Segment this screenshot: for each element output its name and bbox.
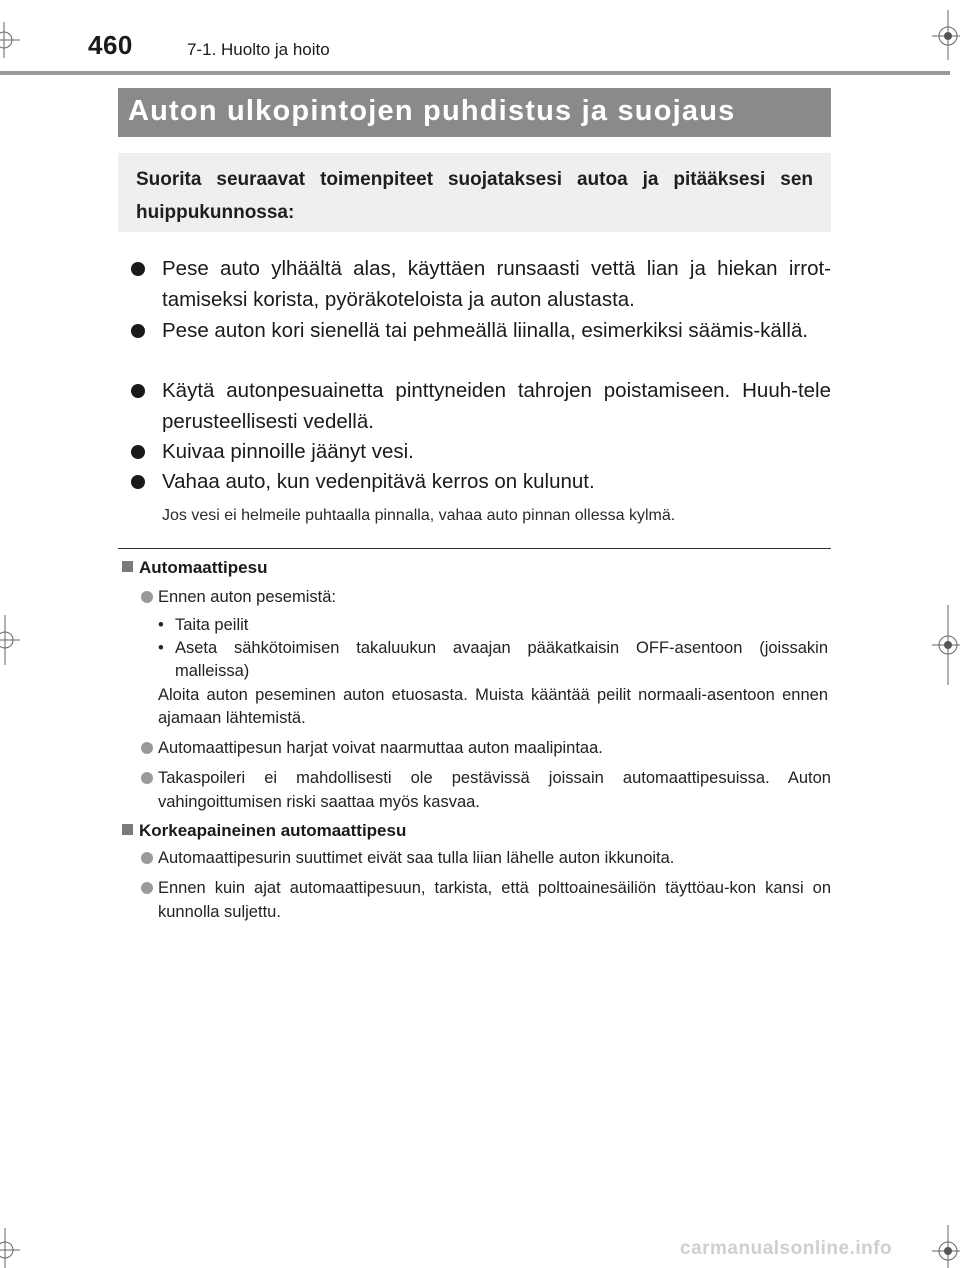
list-item: Takaspoileri ei mahdollisesti ole pestävissä joissain automaattipesuissa. Auton vahingoittumisen riski saattaa myös kasvaa. — [141, 766, 831, 814]
bullet-icon — [131, 445, 145, 459]
bullet-icon — [131, 384, 145, 398]
list-item-text: Aloita auton peseminen auton etuosasta. Muista kääntää peilit normaali-asentoon ennen ajamaan lähtemistä. — [158, 686, 828, 727]
intro-text: Suorita seuraavat toimenpiteet suojataksesi autoa ja pitääksesi sen huippukunnossa: — [136, 169, 813, 223]
crop-mark-icon — [932, 10, 960, 60]
crop-mark-icon — [0, 1228, 20, 1268]
sub-list-item: • Taita peilit — [158, 616, 249, 634]
crop-mark-icon — [932, 1225, 960, 1268]
square-bullet-icon — [122, 824, 133, 835]
bullet-icon — [141, 591, 153, 603]
bullet-icon — [141, 742, 153, 754]
intro-box — [118, 153, 831, 232]
crop-mark-icon — [0, 615, 20, 665]
wax-note: Jos vesi ei helmeile puhtaalla pinnalla, vahaa auto pinnan ollessa kylmä. — [162, 507, 676, 524]
bullet-icon — [141, 772, 153, 784]
list-item: Käytä autonpesuainetta pinttyneiden tahrojen poistamiseen. Huuh-tele perusteellisesti vedellä. — [131, 375, 831, 437]
list-item: Automaattipesurin suuttimet eivät saa tulla liian lähelle auton ikkunoita. — [141, 846, 831, 870]
bullet-icon — [141, 852, 153, 864]
page-number: 460 — [88, 30, 133, 60]
bullet-icon — [131, 324, 145, 338]
section-heading: Korkeapaineinen automaattipesu — [122, 821, 406, 841]
bullet-icon — [141, 882, 153, 894]
list-item: Pese auton kori sienellä tai pehmeällä liinalla, esimerkiksi säämis-källä. — [131, 315, 831, 346]
crop-mark-icon — [932, 605, 960, 685]
list-item: Pese auto ylhäältä alas, käyttäen runsaasti vettä lian ja hiekan irrot-tamiseksi korista, pyöräkoteloista ja auton alustasta. — [131, 253, 831, 315]
bullet-icon — [131, 475, 145, 489]
title-bar — [118, 88, 831, 137]
crop-mark-icon — [0, 22, 20, 58]
list-item: Automaattipesun harjat voivat naarmuttaa auton maalipintaa. — [141, 736, 831, 760]
list-item: Vahaa auto, kun vedenpitävä kerros on kulunut. — [131, 466, 831, 497]
page-title: Auton ulkopintojen puhdistus ja suojaus — [128, 95, 736, 127]
watermark: carmanualsonline.info — [680, 1238, 893, 1259]
divider — [118, 548, 831, 549]
header-rule — [0, 71, 950, 75]
section-heading: Automaattipesu — [122, 558, 267, 578]
sub-list-item: • Aseta sähkötoimisen takaluukun avaajan pääkatkaisin OFF-asentoon (joissakin malleissa) — [158, 639, 828, 680]
list-item: Ennen kuin ajat automaattipesuun, tarkista, että polttoainesäiliön täyttöau-kon kansi on kunnolla suljettu. — [141, 876, 831, 924]
list-item: Ennen auton pesemistä: — [141, 585, 831, 609]
square-bullet-icon — [122, 561, 133, 572]
bullet-icon — [131, 262, 145, 276]
section-label: 7-1. Huolto ja hoito — [187, 40, 330, 59]
list-item: Kuivaa pinnoille jäänyt vesi. — [131, 436, 831, 467]
